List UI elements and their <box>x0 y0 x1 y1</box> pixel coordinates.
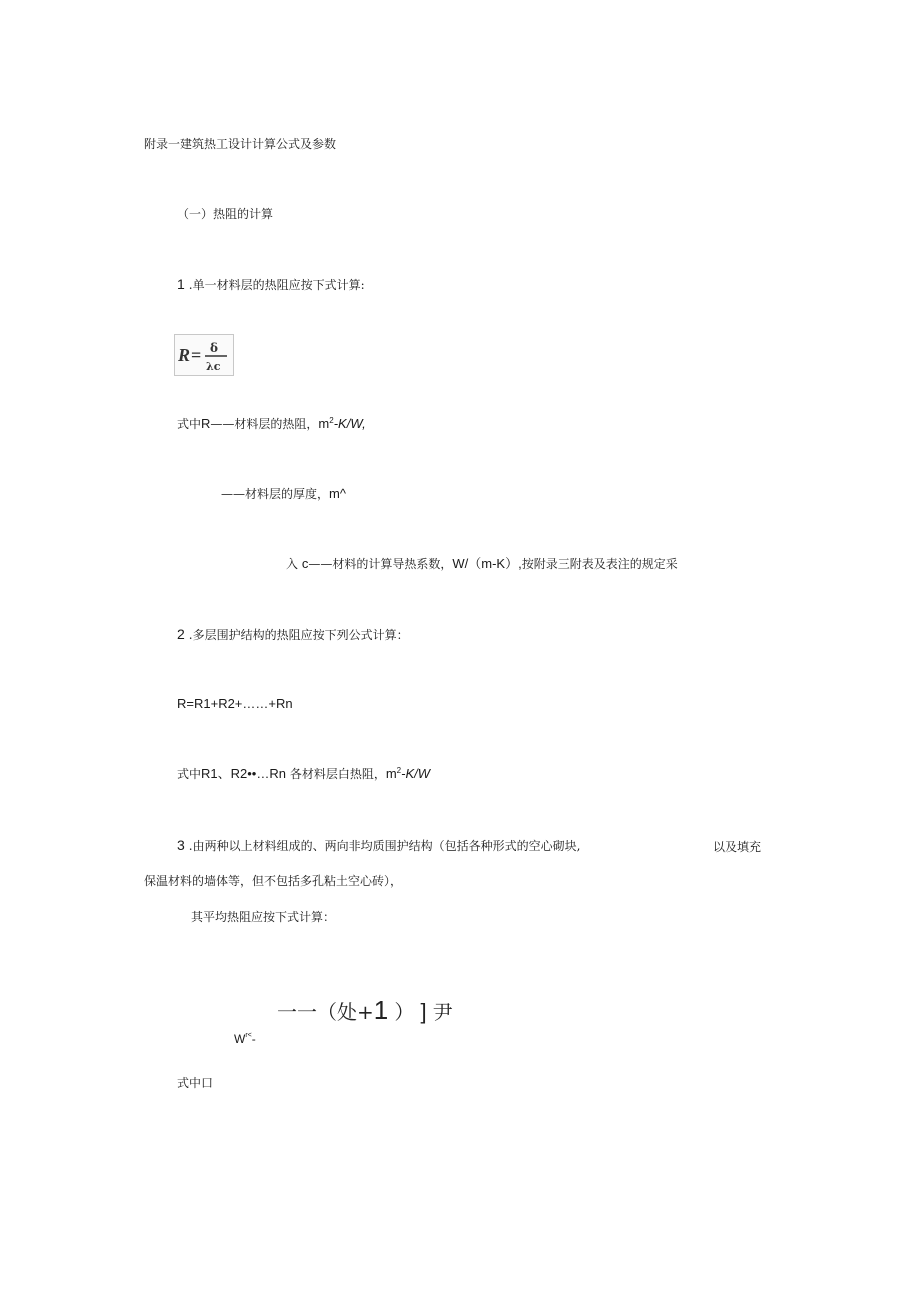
item-2-text: .多层围护结构的热阻应按下列公式计算： <box>188 628 409 642</box>
definition-rn <box>177 767 430 781</box>
definition-lambda-subscript: c <box>301 556 309 571</box>
definition-delta-unit: m^ <box>329 486 346 501</box>
definition-lambda <box>286 557 678 571</box>
definition-formula-3-prefix: 式中口 <box>177 1076 214 1090</box>
definition-r-unit-rest: -K/W, <box>333 416 366 431</box>
item-1-number: 1 <box>177 276 185 292</box>
definition-rn-unit-base: m <box>385 766 397 781</box>
definition-r <box>177 417 366 431</box>
item-3 <box>177 838 580 853</box>
definition-r-prefix: 式中 <box>177 417 202 431</box>
item-2-number: 2 <box>177 626 185 642</box>
formula-3-sub-sup: r< <box>245 1032 252 1039</box>
formula-1-drawing <box>175 335 233 375</box>
definition-r-symbol: R <box>201 416 211 431</box>
item-1 <box>177 277 365 292</box>
item-2 <box>177 627 409 642</box>
definition-rn-unit-rest: -K/W <box>401 766 431 781</box>
definition-lambda-unit: W/（m-K）, <box>452 556 522 571</box>
formula-3-subline <box>234 1032 256 1046</box>
formula-3-paren-open: （处+ <box>317 1000 374 1024</box>
definition-r-unit-base: m <box>318 416 330 431</box>
formula-3-average-resistance <box>277 997 453 1025</box>
formula-2-multilayer: R=R1+R2+……+Rn <box>177 696 293 711</box>
definition-rn-symbols: R1、R2••…Rn <box>201 766 286 781</box>
definition-r-unit-exponent: 2 <box>329 416 334 425</box>
definition-rn-unit-exponent: 2 <box>396 766 402 775</box>
formula-1-denominator: λc <box>206 360 221 373</box>
formula-3-one: 1 <box>373 995 389 1025</box>
definition-delta <box>221 487 346 501</box>
definition-r-text: ——材料层的热阻， <box>210 417 319 431</box>
item-3-tail: 以及填充 <box>713 840 762 854</box>
item-3-text: .由两种以上材料组成的、两向非均质围护结构（包括各种形式的空心砌块, <box>188 839 581 853</box>
item-3-line-3: 其平均热阻应按下式计算： <box>191 910 336 924</box>
formula-3-sub-dash: - <box>251 1032 256 1046</box>
formula-3-char: 尹 <box>432 1000 453 1024</box>
formula-1-equals: = <box>191 345 202 365</box>
definition-lambda-tail: 按附录三附表及表注的规定采 <box>521 557 678 571</box>
item-1-text: .单一材料层的热阻应按下式计算: <box>188 278 365 292</box>
section-heading-thermal-resistance: （一）热阻的计算 <box>177 207 274 221</box>
formula-3-sub-w: W <box>234 1032 246 1046</box>
item-3-number: 3 <box>177 837 185 853</box>
formula-1-lhs: R <box>178 345 191 365</box>
formula-image-r-equals-delta-over-lambda <box>174 334 234 376</box>
formula-3-paren-close: ） <box>394 1000 415 1024</box>
formula-1-numerator: δ <box>210 341 219 355</box>
item-3-line-2: 保温材料的墙体等，但不包括多孔粘土空心砖）， <box>144 874 403 888</box>
definition-delta-text: ——材料层的厚度， <box>221 487 330 501</box>
definition-lambda-text: ——材料的计算导热系数， <box>308 557 453 571</box>
definition-rn-prefix: 式中 <box>177 767 202 781</box>
formula-3-bracket: ] <box>420 999 427 1024</box>
definition-rn-text: 各材料层白热阻， <box>289 767 386 781</box>
document-title: 附录一建筑热工设计计算公式及参数 <box>144 137 337 151</box>
formula-3-dashes: 一一 <box>277 1000 317 1024</box>
definition-lambda-symbol: 入 <box>286 557 299 571</box>
